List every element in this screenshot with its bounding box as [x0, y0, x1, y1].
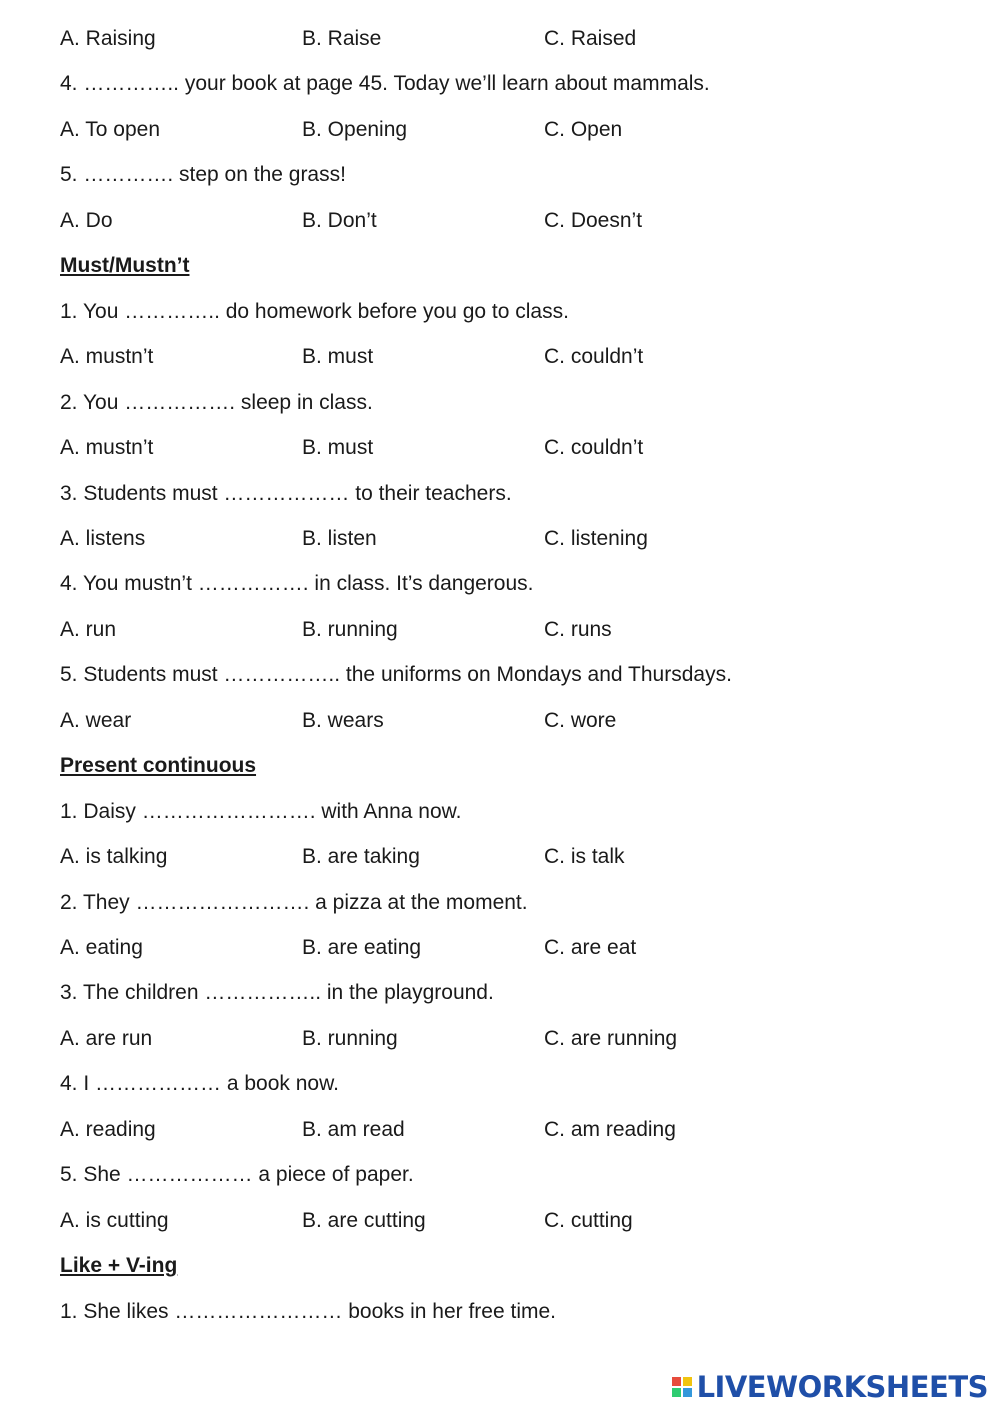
answer-option-c: C. couldn’t: [544, 436, 644, 459]
answer-option-c: C. couldn’t: [544, 345, 644, 368]
answer-option-b: B. Opening: [302, 118, 408, 141]
question-text: 3. The children …………….. in the playground.: [60, 981, 494, 1004]
answer-option-b: B. running: [302, 618, 398, 641]
question-text: 3. Students must ……………… to their teachers.: [60, 482, 512, 505]
answer-option-a: A. mustn’t: [60, 436, 154, 459]
answer-option-b: B. am read: [302, 1118, 405, 1141]
answer-option-c: C. am reading: [544, 1118, 676, 1141]
answer-option-a: A. reading: [60, 1118, 156, 1141]
answer-option-c: C. Raised: [544, 27, 637, 50]
logo-text: LIVEWORKSHEETS: [696, 1370, 988, 1404]
answer-option-b: B. Don’t: [302, 209, 377, 232]
answer-option-a: A. To open: [60, 118, 161, 141]
question-text: 5. Students must …………….. the uniforms on Mondays and Thursdays.: [60, 663, 732, 686]
answer-option-c: C. wore: [544, 709, 617, 732]
section-heading: Like + V-ing: [60, 1254, 178, 1277]
answer-option-a: A. is cutting: [60, 1209, 169, 1232]
question-text: 5. …………. step on the grass!: [60, 163, 346, 186]
answer-option-b: B. are eating: [302, 936, 422, 959]
answer-option-b: B. Raise: [302, 27, 382, 50]
answer-option-b: B. are cutting: [302, 1209, 426, 1232]
question-text: 4. ………….. your book at page 45. Today we’ll learn about mammals.: [60, 72, 710, 95]
answer-option-c: C. Doesn’t: [544, 209, 643, 232]
answer-option-b: B. must: [302, 436, 374, 459]
answer-option-a: A. run: [60, 618, 117, 641]
answer-option-c: C. Open: [544, 118, 623, 141]
answer-option-a: A. wear: [60, 709, 132, 732]
logo-tile: [672, 1377, 681, 1386]
section-heading: Present continuous: [60, 754, 257, 777]
answer-option-a: A. eating: [60, 936, 143, 959]
answer-option-a: A. Raising: [60, 27, 156, 50]
logo-tile: [672, 1388, 681, 1397]
answer-option-a: A. listens: [60, 527, 146, 550]
question-text: 1. She likes …………………… books in her free time.: [60, 1300, 556, 1323]
logo-tile: [683, 1377, 692, 1386]
answer-option-b: B. running: [302, 1027, 398, 1050]
question-text: 1. Daisy ……………………. with Anna now.: [60, 800, 462, 823]
answer-option-a: A. are run: [60, 1027, 153, 1050]
question-text: 5. She ……………… a piece of paper.: [60, 1163, 414, 1186]
section-heading: Must/Mustn’t: [60, 254, 190, 277]
answer-option-a: A. Do: [60, 209, 113, 232]
answer-option-c: C. cutting: [544, 1209, 633, 1232]
answer-option-c: C. are eat: [544, 936, 637, 959]
liveworksheets-logo: [671, 1370, 988, 1404]
answer-option-a: A. is talking: [60, 845, 168, 868]
answer-option-b: B. listen: [302, 527, 377, 550]
answer-option-b: B. are taking: [302, 845, 420, 868]
question-text: 4. I ……………… a book now.: [60, 1072, 339, 1095]
answer-option-c: C. are running: [544, 1027, 678, 1050]
answer-option-b: B. must: [302, 345, 374, 368]
answer-option-a: A. mustn’t: [60, 345, 154, 368]
question-text: 2. They ……………………. a pizza at the moment.: [60, 891, 528, 914]
logo-tile: [683, 1388, 692, 1397]
question-text: 4. You mustn’t ……………. in class. It’s dangerous.: [60, 572, 534, 595]
question-text: 1. You ………….. do homework before you go to class.: [60, 300, 569, 323]
answer-option-c: C. is talk: [544, 845, 625, 868]
answer-option-b: B. wears: [302, 709, 384, 732]
question-text: 2. You ……………. sleep in class.: [60, 391, 373, 414]
logo-tiles-icon: [671, 1376, 693, 1398]
answer-option-c: C. runs: [544, 618, 612, 641]
answer-option-c: C. listening: [544, 527, 648, 550]
